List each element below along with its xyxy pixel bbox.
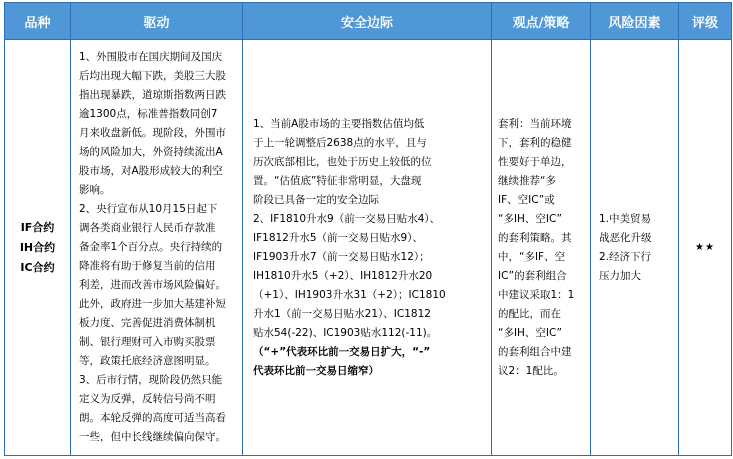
safety-margin-cell [243, 40, 492, 456]
risk-factors-cell [591, 40, 679, 456]
header-safety-margin: 安全边际 [243, 3, 492, 40]
strategy-table [4, 2, 732, 456]
header-risk-factors: 风险因素 [591, 3, 679, 40]
header-variety: 品种 [5, 3, 71, 40]
header-view-strategy: 观点/策略 [492, 3, 591, 40]
table-row [5, 40, 732, 456]
header-rating: 评级 [679, 3, 732, 40]
view-strategy-text: 套利：当前环境 下，套利的稳健 性要好于单边， 继续推荐“多 IF、空IC”或 “多IH、空IC” 的套利策略。其 中，“多IF、空 IC”的套利组合 中建议采取1：1 的配比，而在 “多IH、空IC” 的套利组合中建 议2：1配比。 [498, 117, 575, 377]
rating-cell [679, 40, 732, 456]
driver-text: 1、外围股市在国庆期间及国庆 后均出现大幅下跌，美股三大股 指出现暴跌，道琼斯指数两日跌 逾1300点，标准普指数同创7 月来收盘新低。现阶段，外围市 场的风险加大，外资持续流出A 股市场，对A股形成较大的利空 影响。 2、央行宣布从10月15日起下 调各类商业银行人民币存款准 备金率1个百分点。央行持续的 降准将有助于修复当前的信用 利差，进而改善市场风险偏好。 此外，政府进一步加大基建补短 板力度、完善促进消费体制机 制、银行理财可入市购买股票 等，政策托底经济意图明显。 3、后市行情，现阶段仍然只能 定义为反弹，反转信号尚不明 朗。本轮反弹的高度可适当高看 一些，但中长线继续偏向保守。 [79, 51, 226, 443]
risk-factors-text: 1.中美贸易 战恶化升级 2.经济下行 压力加大 [599, 212, 652, 282]
driver-cell [71, 40, 243, 456]
rating-stars: ★★ [695, 242, 715, 253]
view-strategy-cell [492, 40, 591, 456]
variety-cell [5, 40, 71, 456]
header-row [5, 3, 732, 40]
header-driver: 驱动 [71, 3, 243, 40]
safety-margin-text: 1、当前A股市场的主要指数估值均低 于上一轮调整后2638点的水平，且与 历次底部相比，也处于历史上较低的位 置。“估值底”特征非常明显，大盘现 阶段已具备一定的安全边际 2、IF1810升水9（前一交易日贴水4）、 IF1812升水5（前一交易日贴水9）、 IF1903升水7（前一交易日贴水12）； IH1810升水5（+2）、IH1812升水20 （+1）、IH1903升水31（+2）；IC1810 升水1（前一交易日贴水21）、IC1812 贴水54(-22)、IC1903贴水112(-11)。 [253, 117, 446, 339]
variety-text: IF合约 IH合约 IC合约 [19, 220, 56, 274]
safety-margin-note: （“+”代表环比前一交易日扩大，“-” 代表环比前一交易日缩窄） [253, 345, 431, 377]
